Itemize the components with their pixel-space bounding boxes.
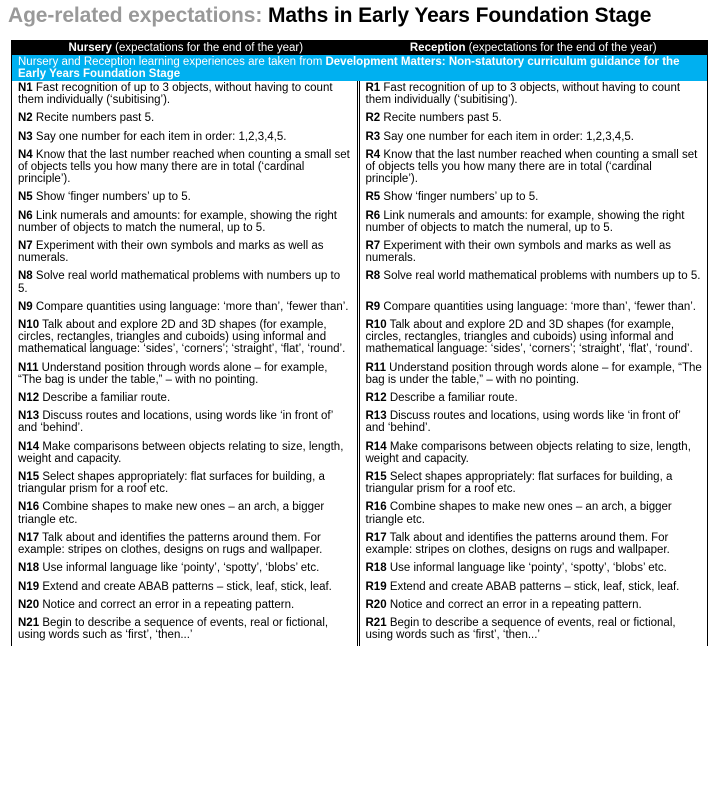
reception-code: R12 [365, 392, 387, 405]
reception-cell [360, 111, 708, 129]
reception-text: Fast recognition of up to 3 objects, without having to count them individually (‘subitising’). [365, 82, 681, 107]
table-row [12, 239, 707, 269]
reception-code: R13 [365, 410, 387, 423]
table-row [12, 561, 707, 579]
nursery-cell [12, 440, 360, 470]
nursery-code: N19 [18, 580, 40, 593]
reception-text: Notice and correct an error in a repeating pattern. [389, 598, 642, 611]
reception-text: Talk about and explore 2D and 3D shapes (for example, circles, rectangles, triangles and cuboids) using informal and mathematical language: ‘sides’, ‘corners’; ‘straight’, ‘flat’, ‘round’. [365, 319, 693, 356]
reception-cell [360, 531, 708, 561]
reception-code: R3 [365, 130, 381, 143]
reception-cell [360, 391, 708, 409]
reception-cell [360, 148, 708, 191]
nursery-cell [12, 300, 360, 318]
nursery-code: N1 [18, 82, 33, 94]
reception-cell [360, 269, 708, 299]
reception-cell [360, 409, 708, 439]
nursery-text: Compare quantities using language: ‘more than’, ‘fewer than’. [35, 300, 349, 313]
nursery-cell [12, 361, 360, 391]
nursery-cell [12, 239, 360, 269]
nursery-code: N21 [18, 616, 40, 629]
nursery-text: Solve real world mathematical problems with numbers up to 5. [18, 270, 341, 295]
nursery-cell [12, 561, 360, 579]
title-main: Maths in Early Years Foundation Stage [268, 4, 652, 27]
nursery-code: N10 [18, 319, 40, 332]
reception-text: Compare quantities using language: ‘more than’, ‘fewer than’. [383, 300, 697, 313]
title-prefix: Age-related expectations: [8, 4, 263, 27]
nursery-cell [12, 111, 360, 129]
reception-text: Describe a familiar route. [389, 392, 518, 405]
reception-cell [360, 209, 708, 239]
nursery-code: N12 [18, 392, 40, 405]
table-row [12, 209, 707, 239]
nursery-text: Show ‘finger numbers’ up to 5. [35, 191, 191, 204]
table-row [12, 598, 707, 616]
reception-code: R9 [365, 300, 381, 313]
nursery-text: Notice and correct an error in a repeating pattern. [42, 598, 295, 611]
reception-code: R2 [365, 112, 381, 125]
reception-text: Select shapes appropriately: flat surfaces for building, a triangular prism for a roof etc. [365, 471, 673, 496]
reception-code: R18 [365, 562, 387, 575]
nursery-cell [12, 500, 360, 530]
nursery-code: N8 [18, 270, 33, 283]
nursery-text: Recite numbers past 5. [35, 112, 155, 125]
nursery-code: N5 [18, 191, 33, 204]
nursery-cell [12, 318, 360, 361]
nursery-cell [12, 531, 360, 561]
reception-text: Extend and create ABAB patterns – stick, leaf, stick, leaf. [389, 580, 680, 593]
reception-cell [360, 190, 708, 208]
reception-text: Begin to describe a sequence of events, real or fictional, using words such as ‘first’, ‘then...’ [365, 616, 676, 642]
nursery-cell [12, 209, 360, 239]
reception-cell [360, 598, 708, 616]
table-row [12, 440, 707, 470]
nursery-text: Know that the last number reached when counting a small set of objects tells you how many there are in total (‘cardinal principle’). [18, 148, 350, 186]
nursery-cell [12, 470, 360, 500]
reception-text: Know that the last number reached when counting a small set of objects tells you how many there are in total (‘cardinal principle’). [365, 148, 698, 186]
nursery-code: N3 [18, 130, 33, 143]
nursery-cell [12, 598, 360, 616]
nursery-text: Select shapes appropriately: flat surfaces for building, a triangular prism for a roof etc. [18, 471, 325, 496]
header-nursery-label: Nursery [68, 42, 112, 54]
nursery-cell [12, 391, 360, 409]
nursery-code: N13 [18, 410, 40, 423]
reception-code: R7 [365, 240, 381, 253]
table-row [12, 190, 707, 208]
table-row [12, 300, 707, 318]
reception-code: R15 [365, 471, 387, 484]
reception-code: R4 [365, 148, 381, 161]
nursery-code: N17 [18, 531, 40, 544]
reception-code: R19 [365, 580, 387, 593]
nursery-text: Begin to describe a sequence of events, real or fictional, using words such as ‘first’, ‘then...’ [18, 616, 329, 642]
nursery-cell [12, 130, 360, 148]
nursery-text: Talk about and explore 2D and 3D shapes (for example, circles, rectangles, triangles and cuboids) using informal and mathematical language: ‘sides’, ‘corners’; ‘straight’, ‘flat’, ‘round’. [18, 319, 346, 356]
nursery-cell [12, 409, 360, 439]
header-nursery-note: (expectations for the end of the year) [115, 42, 304, 54]
reception-code: R11 [365, 361, 386, 374]
nursery-code: N11 [18, 361, 39, 374]
nursery-text: Experiment with their own symbols and marks as well as numerals. [18, 240, 324, 265]
nursery-code: N2 [18, 112, 33, 125]
table-row [12, 111, 707, 129]
table-row [12, 531, 707, 561]
table-row [12, 500, 707, 530]
reception-code: R5 [365, 191, 381, 204]
nursery-cell [12, 616, 360, 646]
reception-code: R20 [365, 598, 387, 611]
reception-cell [360, 239, 708, 269]
reception-text: Say one number for each item in order: 1,2,3,4,5. [383, 130, 634, 143]
reception-cell [360, 300, 708, 318]
table-row [12, 616, 707, 646]
table-row [12, 130, 707, 148]
header-reception-label: Reception [409, 42, 466, 54]
nursery-text: Describe a familiar route. [42, 392, 171, 405]
nursery-code: N18 [18, 562, 40, 575]
nursery-code: N6 [18, 209, 33, 222]
nursery-text: Discuss routes and locations, using words like ‘in front of’ and ‘behind’. [18, 410, 333, 435]
reception-text: Link numerals and amounts: for example, showing the right number of objects to match the numeral, up to 5. [365, 209, 685, 234]
reception-cell [360, 440, 708, 470]
reception-cell [360, 500, 708, 530]
nursery-code: N4 [18, 148, 33, 161]
reception-text: Use informal language like ‘pointy’, ‘spotty’, ‘blobs’ etc. [389, 562, 667, 575]
reception-text: Discuss routes and locations, using words like ‘in front of’ and ‘behind’. [365, 410, 681, 435]
nursery-text: Fast recognition of up to 3 objects, without having to count them individually (‘subitising’). [18, 82, 333, 107]
reception-code: R21 [365, 616, 387, 629]
reception-cell [360, 616, 708, 646]
reception-text: Show ‘finger numbers’ up to 5. [383, 191, 539, 204]
table-header [12, 41, 707, 55]
nursery-code: N16 [18, 501, 40, 514]
reception-text: Understand position through words alone – for example, “The bag is under the table,” – with no pointing. [365, 361, 702, 386]
nursery-text: Talk about and identifies the patterns around them. For example: stripes on clothes, designs on rugs and wallpaper. [18, 531, 323, 557]
nursery-text: Link numerals and amounts: for example, showing the right number of objects to match the numeral, up to 5. [18, 209, 337, 234]
reception-code: R8 [365, 270, 381, 283]
nursery-text: Make comparisons between objects relating to size, length, weight and capacity. [18, 440, 344, 465]
reception-cell [360, 470, 708, 500]
table-row [12, 318, 707, 361]
reception-code: R6 [365, 209, 381, 222]
table-row [12, 391, 707, 409]
nursery-text: Understand position through words alone – for example, “The bag is under the table,” – with no pointing. [18, 361, 328, 386]
table-row [12, 470, 707, 500]
table-row [12, 409, 707, 439]
header-reception-note: (expectations for the end of the year) [468, 42, 657, 54]
page-title [8, 4, 651, 28]
expectations-table [11, 40, 708, 646]
reception-cell [360, 130, 708, 148]
nursery-text: Extend and create ABAB patterns – stick, leaf, stick, leaf. [42, 580, 332, 593]
banner-source: Development Matters: Non-statutory curriculum guidance for the Early Years Foundation Stage [18, 56, 680, 80]
nursery-text: Say one number for each item in order: 1,2,3,4,5. [35, 130, 287, 143]
table-row [12, 81, 707, 111]
banner-text: Nursery and Reception learning experiences are taken from [18, 56, 323, 68]
reception-text: Experiment with their own symbols and marks as well as numerals. [365, 240, 672, 265]
reception-code: R17 [365, 531, 387, 544]
nursery-text: Use informal language like ‘pointy’, ‘spotty’, ‘blobs’ etc. [42, 562, 320, 575]
reception-text: Combine shapes to make new ones – an arch, a bigger triangle etc. [365, 501, 672, 526]
nursery-code: N7 [18, 240, 33, 253]
table-row [12, 580, 707, 598]
reception-code: R14 [365, 440, 387, 453]
reception-cell [360, 561, 708, 579]
header-reception [360, 41, 708, 55]
reception-text: Talk about and identifies the patterns around them. For example: stripes on clothes, designs on rugs and wallpaper. [365, 531, 670, 557]
reception-text: Make comparisons between objects relating to size, length, weight and capacity. [365, 440, 691, 465]
nursery-code: N9 [18, 300, 33, 313]
nursery-cell [12, 81, 360, 111]
reception-code: R10 [365, 319, 387, 332]
nursery-cell [12, 269, 360, 299]
nursery-text: Combine shapes to make new ones – an arch, a bigger triangle etc. [18, 501, 325, 526]
nursery-code: N20 [18, 598, 40, 611]
nursery-cell [12, 580, 360, 598]
nursery-code: N14 [18, 440, 40, 453]
reception-cell [360, 81, 708, 111]
table-row [12, 361, 707, 391]
table-row [12, 148, 707, 191]
table-row [12, 269, 707, 299]
source-banner [12, 55, 707, 81]
nursery-code: N15 [18, 471, 40, 484]
reception-cell [360, 318, 708, 361]
reception-cell [360, 580, 708, 598]
reception-text: Recite numbers past 5. [383, 112, 502, 125]
reception-code: R16 [365, 501, 387, 514]
nursery-cell [12, 148, 360, 191]
nursery-cell [12, 190, 360, 208]
reception-cell [360, 361, 708, 391]
reception-code: R1 [365, 82, 381, 94]
header-nursery [12, 41, 360, 55]
reception-text: Solve real world mathematical problems with numbers up to 5. [383, 270, 701, 283]
table-body [12, 81, 707, 646]
